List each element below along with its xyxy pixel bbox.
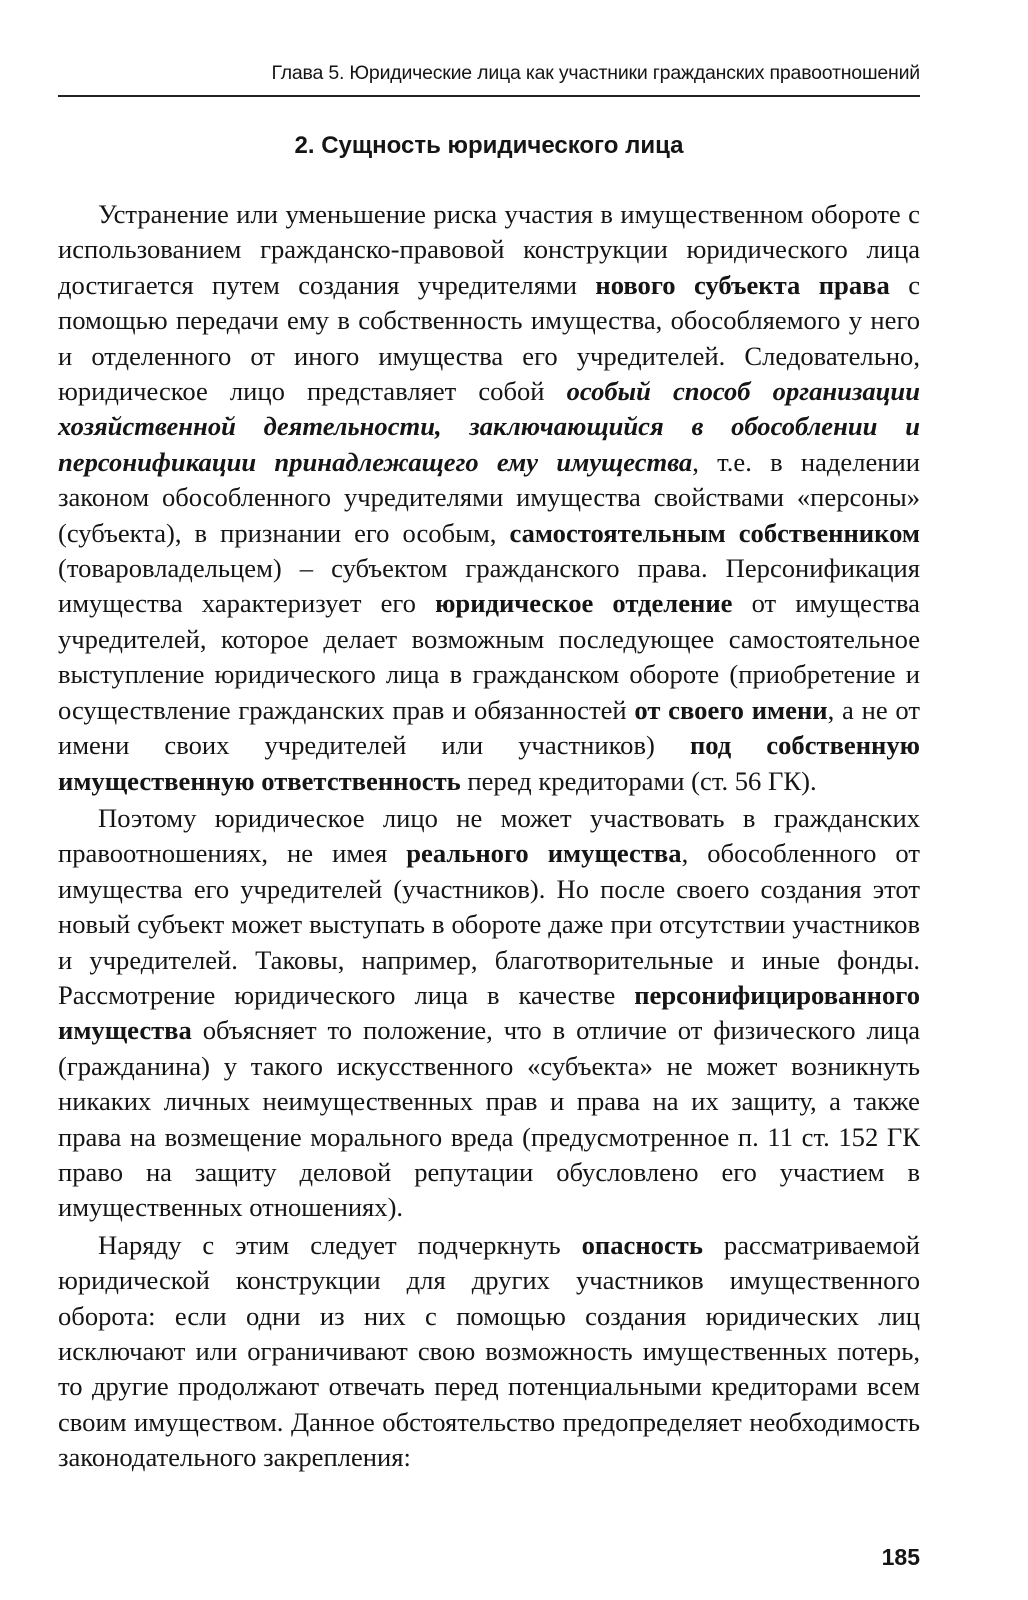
text-run: с помощью передачи ему в собственность имущества, обособляемого у него и отделенного от иного имущества его учредителей. Следовательно, юридическое лицо представляет собой bbox=[58, 269, 921, 407]
page-number: 185 bbox=[881, 1544, 920, 1570]
text-run: , а не от имени своих учредителей или участников) bbox=[58, 694, 920, 761]
bold-term: персонифицированного имущества bbox=[58, 979, 920, 1046]
bold-term: юридическое отделение bbox=[435, 588, 733, 619]
bold-term: нового субъекта права bbox=[595, 269, 890, 300]
text-run: Поэтому юридическое лицо не может участвовать в гражданских правоотношениях, не имея bbox=[58, 802, 920, 869]
paragraph-2 bbox=[58, 801, 920, 1226]
bold-term: самостоятельным собственником bbox=[509, 517, 920, 548]
running-header: Глава 5. Юридические лица как участники гражданских правоотношений bbox=[58, 62, 920, 97]
text-run: Наряду с этим следует подчеркнуть bbox=[98, 1229, 582, 1260]
bold-term: реального имущества bbox=[406, 838, 682, 869]
bold-term: опасность bbox=[581, 1229, 703, 1260]
text-run: Устранение или уменьшение риска участия в имущественном обороте с использованием гражданско-правовой конструкции юридического лица достигается путем создания учредителями bbox=[58, 199, 920, 300]
paragraph-3 bbox=[58, 1228, 920, 1476]
text-run: от имущества учредителей, которое делает возможным последующее самостоятельное выступление юридического лица в гражданском обороте (приобретение и осуществление гражданских прав и обязанностей bbox=[58, 588, 920, 725]
text-run: , т.е. в наделении законом обособленного учредителями имущества свойствами «персоны» (субъекта), в признании его особым, bbox=[58, 446, 921, 548]
text-run: , обособленного от имущества его учредителей (участников). Но после своего создания этот новый субъект может выступать в обороте даже при отсутствии участников и учредителей. Таковы, например, благотворительные и иные фонды. Рассмотрение юридического лица в качестве bbox=[58, 838, 920, 1010]
section-title: 2. Сущность юридического лица bbox=[294, 132, 684, 159]
bold-term: под собственную имущественную ответственность bbox=[58, 730, 920, 796]
text-run: перед кредиторами (ст. 56 ГК). bbox=[460, 765, 817, 796]
paragraph-1 bbox=[58, 197, 920, 799]
text-run: рассматриваемой юридической конструкции для других участников имущественного оборота: если одни из них с помощью создания юридических лиц исключают или ограничивают свою возможность имущественных потерь, то другие продолжают отвечать перед потенциальными кредиторами всем своим имуществом. Данное обстоятельство предопределяет необходимость законодательного закрепления: bbox=[58, 1229, 921, 1473]
bold-term: от своего имени bbox=[634, 694, 828, 725]
text-run: (товаровладельцем) – субъектом гражданского права. Персонификация имущества характеризует его bbox=[58, 553, 920, 619]
definition-text: особый способ организации хозяйственной деятельности, заключающийся в обособлении и персонификации принадлежащего ему имущества bbox=[58, 376, 920, 477]
text-run: объясняет то положение, что в отличие от физического лица (гражданина) у такого искусственного «субъекта» не может возникнуть никаких личных неимущественных прав и права на их защиту, а также права на возмещение морального вреда (предусмотренное п. 11 ст. 152 ГК право на защиту деловой репутации обусловлено его участием в имущественных отношениях). bbox=[58, 1015, 920, 1223]
body-text bbox=[58, 197, 920, 1476]
